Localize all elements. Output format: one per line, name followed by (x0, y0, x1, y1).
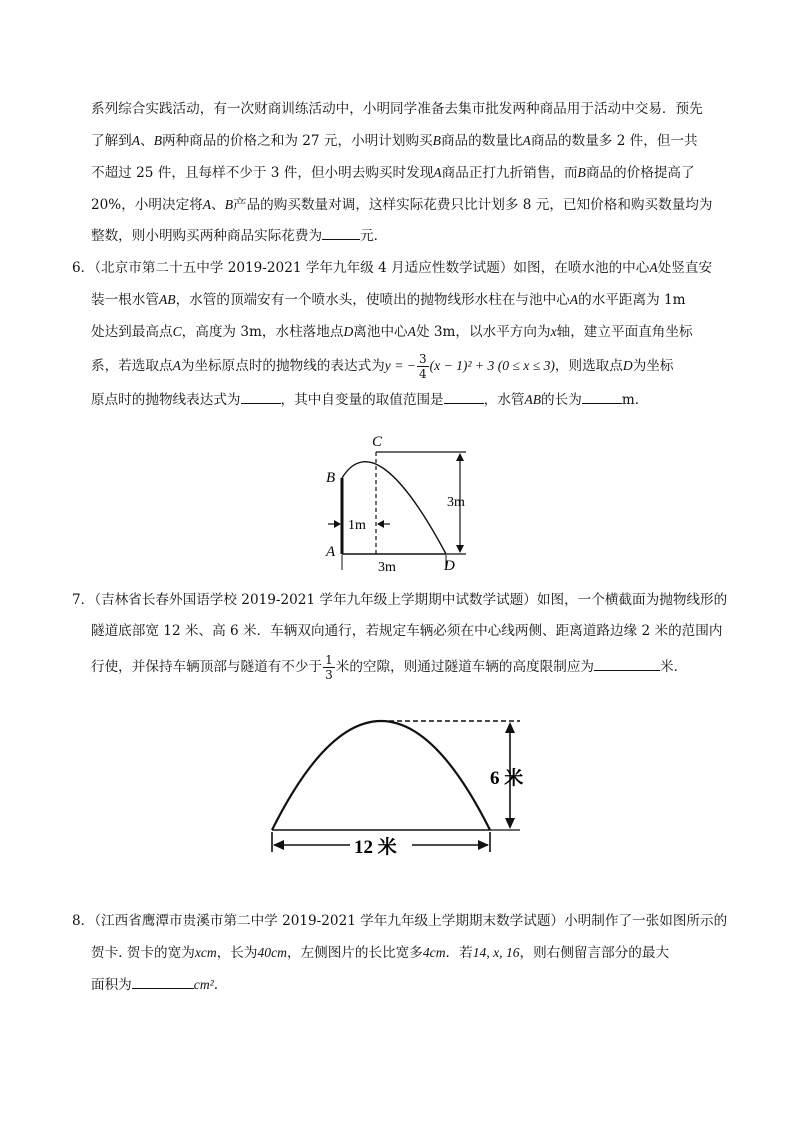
label-d: D (444, 558, 455, 574)
denominator: 3 (325, 668, 333, 682)
var-b: B (153, 133, 162, 148)
text: 不超过 25 件，且每样不少于 3 件，但小明去购买时发现 (91, 165, 434, 181)
q5-line-4 (91, 189, 711, 221)
question-5-text (91, 94, 711, 252)
arrow-down-icon (505, 818, 515, 829)
answer-blank (132, 973, 194, 989)
q7-line-2: 隧道底部宽 12 米、高 6 米．车辆双向通行，若规定车辆必须在中心线两侧、距离道路边缘 2 米的范围内 (91, 623, 723, 639)
q5-line-3 (91, 157, 711, 189)
var-a: A (407, 324, 416, 339)
text: 整数，则小明购买两种商品实际花费为 (91, 228, 323, 244)
text: 两种商品的价格之和为 27 元，小明计划购买 (162, 133, 433, 149)
text: 商品的数量比 (440, 133, 523, 149)
text: 商品的数量多 2 件，但一共 (530, 133, 698, 149)
text: ，水管的顶端安有一个喷水头，使喷出的抛物线形水柱在与池中心 (175, 292, 570, 308)
text: （北京市第二十五中学 2019-2021 学年九年级 4 月适应性数学试题）如图，在喷水池的中心 (94, 260, 650, 276)
fountain-figure (318, 428, 488, 576)
text: 产品的购买数量对调，这样实际花费只比计划多 8 元，已知价格和购买数量均为 (233, 197, 713, 213)
text: 米的空隙，则通过隧道车辆的高度限制应为 (335, 659, 595, 675)
text: （吉林省长春外国语学校 2019-2021 学年九年级上学期期中试数学试题）如图，一个横截面为抛物线形的 (94, 592, 728, 608)
text: ，高度为 3m，水柱落地点 (181, 324, 344, 340)
var-b: B (224, 197, 233, 212)
text: 处竖直安 (657, 260, 713, 276)
var-b: B (432, 133, 441, 148)
q5-line-1: 系列综合实践活动，有一次财商训练活动中，小明同学准备去集市批发两种商品用于活动中交易．预先 (91, 101, 703, 117)
text: 离池中心 (353, 324, 408, 340)
parabola-arc (342, 462, 446, 554)
answer-blank (322, 224, 360, 240)
label-base: 3m (378, 560, 396, 575)
label-inner: 1m (348, 518, 366, 533)
text: 20%，小明决定将 (91, 197, 203, 213)
unit-cm2: cm² (193, 977, 214, 992)
q8-line-2 (72, 937, 712, 969)
q6-line-4 (72, 348, 712, 384)
text: 为坐标 (632, 358, 674, 374)
question-number: 7． (72, 592, 95, 608)
answer-blank (594, 655, 660, 671)
var-b: B (577, 165, 586, 180)
fraction-1-3 (323, 653, 335, 682)
label-c: C (372, 434, 383, 450)
text: 原点时的抛物线表达式为 (91, 392, 241, 408)
text: 的长为 (541, 392, 582, 408)
formula-rest: (x − 1)² + 3 (0 ≤ x ≤ 3) (429, 358, 555, 373)
var-xcm: xcm (194, 945, 217, 960)
var-ab: AB (524, 392, 542, 407)
q6-line-2 (72, 284, 712, 316)
var-a: A (649, 260, 658, 275)
text: 的水平距离为 1m (578, 292, 686, 308)
var-d: D (622, 358, 633, 373)
tunnel-arc (272, 721, 490, 830)
var-a: A (522, 133, 531, 148)
text: 为坐标原点时的抛物线的表达式为 (180, 358, 385, 374)
q6-line-1 (72, 252, 712, 284)
q7-line-1 (72, 585, 728, 616)
text: . (213, 977, 219, 993)
text: ，左侧图片的长比宽多 (286, 945, 423, 961)
text: ，则右侧留言部分的最大 (519, 945, 670, 961)
fraction-3-4 (417, 352, 429, 381)
question-8-text (72, 906, 728, 1001)
text: ，水管 (483, 392, 525, 408)
label-height: 6 米 (490, 768, 524, 789)
diff-value: 4cm (422, 945, 446, 960)
q8-line-1 (72, 906, 728, 937)
answer-blank (241, 388, 281, 404)
text: 处达到最高点 (91, 324, 173, 340)
text: 、 (140, 133, 154, 149)
text: （江西省鹰潭市贵溪市第二中学 2019-2021 学年九年级上学期期末数学试题）小明制作了一张如图所示的 (94, 913, 728, 929)
text: 商品正打九折销售，而 (441, 165, 578, 181)
var-a: A (202, 197, 212, 212)
var-a: A (569, 292, 579, 307)
text: 元． (360, 228, 388, 244)
arrow-left-icon (273, 840, 284, 850)
formula-y: y = − (384, 358, 416, 373)
text: 行使，并保持车辆顶部与隧道有不少于 (91, 659, 323, 675)
label-a: A (326, 544, 336, 560)
text: 处 3m，以水平方向为 (415, 324, 551, 340)
tunnel-figure (264, 710, 544, 860)
label-width: 12 米 (354, 837, 397, 858)
q5-line-2 (91, 125, 711, 157)
arrow-down-icon (456, 545, 464, 553)
arrow-up-icon (505, 722, 515, 733)
text: m． (621, 392, 649, 408)
q6-line-5 (72, 384, 712, 416)
length-value: 40cm (257, 945, 287, 960)
range-value: 14, x, 16 (472, 945, 520, 960)
var-c: C (172, 324, 182, 339)
var-x: x (550, 324, 557, 339)
label-height: 3m (447, 495, 465, 510)
var-d: D (343, 324, 354, 339)
q8-line-3 (72, 969, 712, 1001)
text: 了解到 (91, 133, 132, 149)
question-7-text (72, 585, 728, 687)
arrow-left-icon (377, 520, 384, 528)
q7-line-3 (72, 647, 712, 687)
question-number: 6． (72, 260, 95, 276)
numerator: 1 (325, 653, 333, 667)
text: 、 (211, 197, 225, 213)
var-ab: AB (158, 292, 176, 307)
arrow-up-icon (456, 453, 464, 461)
text: 系，若选取点 (91, 358, 173, 374)
text: ．若 (445, 945, 473, 961)
var-a: A (433, 165, 442, 180)
var-a: A (131, 133, 141, 148)
var-a: A (172, 358, 181, 373)
answer-blank (444, 388, 484, 404)
text: 贺卡. 贺卡的宽为 (91, 945, 195, 961)
arrow-right-icon (478, 840, 489, 850)
q5-line-5 (91, 221, 711, 252)
denominator: 4 (418, 367, 427, 381)
q6-line-3 (72, 316, 712, 348)
text: ，其中自变量的取值范围是 (280, 392, 444, 408)
label-b: B (326, 470, 336, 486)
text: ，则选取点 (554, 358, 623, 374)
text: 装一根水管 (91, 292, 159, 308)
question-number: 8． (72, 913, 95, 929)
numerator: 3 (418, 352, 427, 366)
answer-blank (582, 388, 622, 404)
arrow-right-icon (334, 520, 341, 528)
text: 轴，建立平面直角坐标 (556, 324, 693, 340)
text: 米． (660, 659, 688, 675)
text: 面积为 (91, 977, 132, 993)
text: 商品的价格提高了 (585, 165, 695, 181)
question-6-text (72, 252, 712, 416)
text: ，长为 (216, 945, 258, 961)
